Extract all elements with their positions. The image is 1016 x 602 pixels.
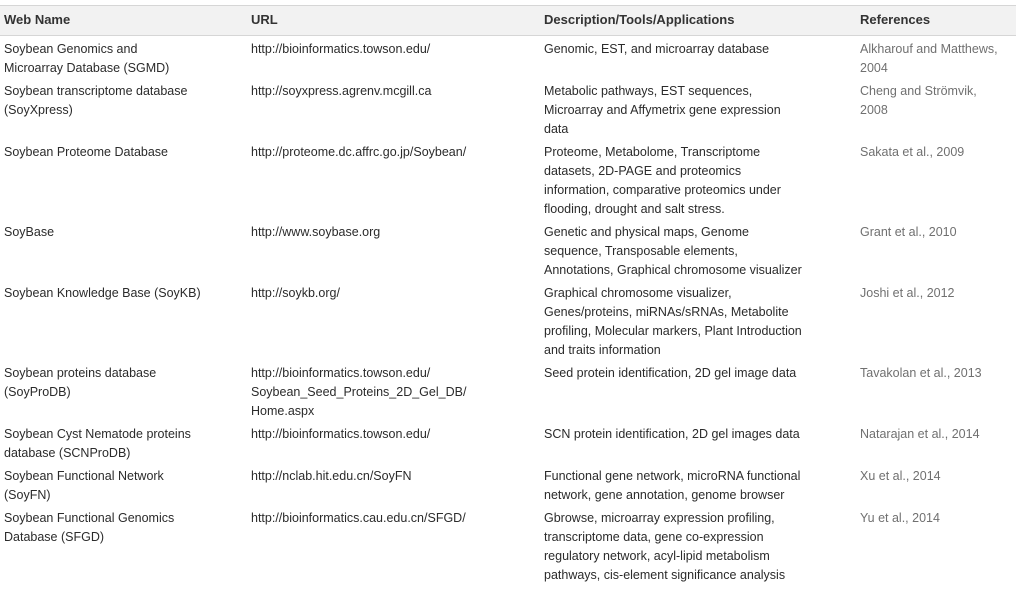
- cell-description: [540, 424, 856, 466]
- cell-url-line: http://bioinformatics.towson.edu/: [251, 366, 431, 380]
- table-row: [0, 466, 1016, 508]
- cell-web-name-line: Soybean transcriptome database: [4, 84, 188, 98]
- cell-web-name: [0, 142, 247, 222]
- cell-reference: [856, 81, 1016, 142]
- cell-url-line: http://soyxpress.agrenv.mcgill.ca: [251, 84, 432, 98]
- cell-description-line: Annotations, Graphical chromosome visualizer: [544, 263, 802, 277]
- cell-description-line: Functional gene network, microRNA functional: [544, 469, 801, 483]
- cell-description-line: Genes/proteins, miRNAs/sRNAs, Metabolite: [544, 305, 789, 319]
- cell-description-line: Seed protein identification, 2D gel image data: [544, 366, 797, 380]
- cell-reference-line: Xu et al., 2014: [860, 469, 941, 483]
- table-row: [0, 36, 1016, 82]
- cell-reference: [856, 222, 1016, 283]
- table-row: [0, 81, 1016, 142]
- cell-url-line: http://nclab.hit.edu.cn/SoyFN: [251, 469, 412, 483]
- cell-description: [540, 466, 856, 508]
- cell-description: [540, 81, 856, 142]
- cell-url: [247, 81, 540, 142]
- cell-description-line: Genetic and physical maps, Genome: [544, 225, 749, 239]
- cell-web-name-line: (SoyProDB): [4, 385, 71, 399]
- cell-url: [247, 283, 540, 363]
- table-body: [0, 36, 1016, 589]
- cell-reference: [856, 142, 1016, 222]
- soybean-databases-table: [0, 5, 1016, 588]
- cell-description-line: SCN protein identification, 2D gel images data: [544, 427, 800, 441]
- cell-description: [540, 142, 856, 222]
- cell-web-name-line: database (SCNProDB): [4, 446, 131, 460]
- cell-reference-line: Joshi et al., 2012: [860, 286, 955, 300]
- cell-description-line: data: [544, 122, 569, 136]
- cell-url-line: http://www.soybase.org: [251, 225, 381, 239]
- cell-description-line: sequence, Transposable elements,: [544, 244, 738, 258]
- table-row: [0, 283, 1016, 363]
- cell-reference-line: Alkharouf and Matthews,: [860, 42, 998, 56]
- cell-description-line: Genomic, EST, and microarray database: [544, 42, 770, 56]
- cell-url: [247, 508, 540, 588]
- cell-web-name-line: Soybean Proteome Database: [4, 145, 168, 159]
- cell-description-line: flooding, drought and salt stress.: [544, 202, 725, 216]
- header-web-name: Web Name: [0, 6, 247, 36]
- cell-url-line: http://bioinformatics.towson.edu/: [251, 427, 431, 441]
- cell-description-line: network, gene annotation, genome browser: [544, 488, 785, 502]
- cell-web-name-line: Soybean Functional Network: [4, 469, 164, 483]
- cell-web-name: [0, 283, 247, 363]
- cell-description: [540, 508, 856, 588]
- cell-url-line: Soybean_Seed_Proteins_2D_Gel_DB/: [251, 385, 467, 399]
- cell-reference: [856, 363, 1016, 424]
- cell-reference: [856, 36, 1016, 82]
- cell-web-name-line: Soybean Cyst Nematode proteins: [4, 427, 191, 441]
- cell-web-name-line: Soybean Knowledge Base (SoyKB): [4, 286, 201, 300]
- cell-description-line: pathways, cis-element significance analysis: [544, 568, 786, 582]
- table-row: [0, 142, 1016, 222]
- cell-web-name: [0, 81, 247, 142]
- cell-url: [247, 363, 540, 424]
- cell-web-name-line: (SoyFN): [4, 488, 51, 502]
- cell-url: [247, 36, 540, 82]
- cell-description-line: profiling, Molecular markers, Plant Introduction: [544, 324, 802, 338]
- cell-web-name-line: Soybean Genomics and: [4, 42, 138, 56]
- table-row: [0, 424, 1016, 466]
- table-header: [0, 6, 1016, 36]
- cell-reference: [856, 424, 1016, 466]
- cell-reference-line: Sakata et al., 2009: [860, 145, 965, 159]
- header-references: References: [856, 6, 1016, 36]
- table-row: [0, 222, 1016, 283]
- cell-reference-line: 2008: [860, 103, 888, 117]
- cell-web-name-line: Microarray Database (SGMD): [4, 61, 170, 75]
- cell-description-line: Metabolic pathways, EST sequences,: [544, 84, 753, 98]
- cell-reference: [856, 508, 1016, 588]
- cell-description-line: Graphical chromosome visualizer,: [544, 286, 732, 300]
- cell-web-name-line: Database (SFGD): [4, 530, 105, 544]
- cell-description: [540, 283, 856, 363]
- cell-web-name-line: Soybean Functional Genomics: [4, 511, 175, 525]
- cell-description-line: information, comparative proteomics under: [544, 183, 781, 197]
- table-row: [0, 508, 1016, 588]
- cell-web-name: [0, 424, 247, 466]
- cell-url-line: http://proteome.dc.affrc.go.jp/Soybean/: [251, 145, 467, 159]
- cell-web-name-line: (SoyXpress): [4, 103, 73, 117]
- header-url: URL: [247, 6, 540, 36]
- cell-reference: [856, 283, 1016, 363]
- header-description: Description/Tools/Applications: [540, 6, 856, 36]
- cell-reference-line: Tavakolan et al., 2013: [860, 366, 982, 380]
- cell-description: [540, 36, 856, 82]
- cell-description-line: Microarray and Affymetrix gene expression: [544, 103, 781, 117]
- cell-description-line: regulatory network, acyl-lipid metabolism: [544, 549, 770, 563]
- cell-url: [247, 142, 540, 222]
- cell-url-line: http://bioinformatics.towson.edu/: [251, 42, 431, 56]
- cell-web-name: [0, 508, 247, 588]
- cell-url: [247, 466, 540, 508]
- cell-reference-line: Natarajan et al., 2014: [860, 427, 980, 441]
- cell-description-line: Gbrowse, microarray expression profiling,: [544, 511, 775, 525]
- cell-description-line: and traits information: [544, 343, 661, 357]
- cell-reference-line: Grant et al., 2010: [860, 225, 957, 239]
- cell-url-line: http://soykb.org/: [251, 286, 340, 300]
- cell-description: [540, 222, 856, 283]
- cell-web-name: [0, 466, 247, 508]
- cell-web-name: [0, 222, 247, 283]
- cell-description: [540, 363, 856, 424]
- cell-reference-line: Cheng and Strömvik,: [860, 84, 977, 98]
- table-row: [0, 363, 1016, 424]
- cell-url-line: Home.aspx: [251, 404, 315, 418]
- cell-url: [247, 424, 540, 466]
- cell-reference-line: 2004: [860, 61, 888, 75]
- cell-web-name: [0, 36, 247, 82]
- cell-web-name-line: Soybean proteins database: [4, 366, 157, 380]
- cell-reference: [856, 466, 1016, 508]
- cell-web-name: [0, 363, 247, 424]
- cell-description-line: transcriptome data, gene co-expression: [544, 530, 764, 544]
- cell-description-line: Proteome, Metabolome, Transcriptome: [544, 145, 761, 159]
- cell-url: [247, 222, 540, 283]
- cell-url-line: http://bioinformatics.cau.edu.cn/SFGD/: [251, 511, 466, 525]
- cell-reference-line: Yu et al., 2014: [860, 511, 940, 525]
- cell-web-name-line: SoyBase: [4, 225, 55, 239]
- header-row: [0, 6, 1016, 36]
- cell-description-line: datasets, 2D-PAGE and proteomics: [544, 164, 742, 178]
